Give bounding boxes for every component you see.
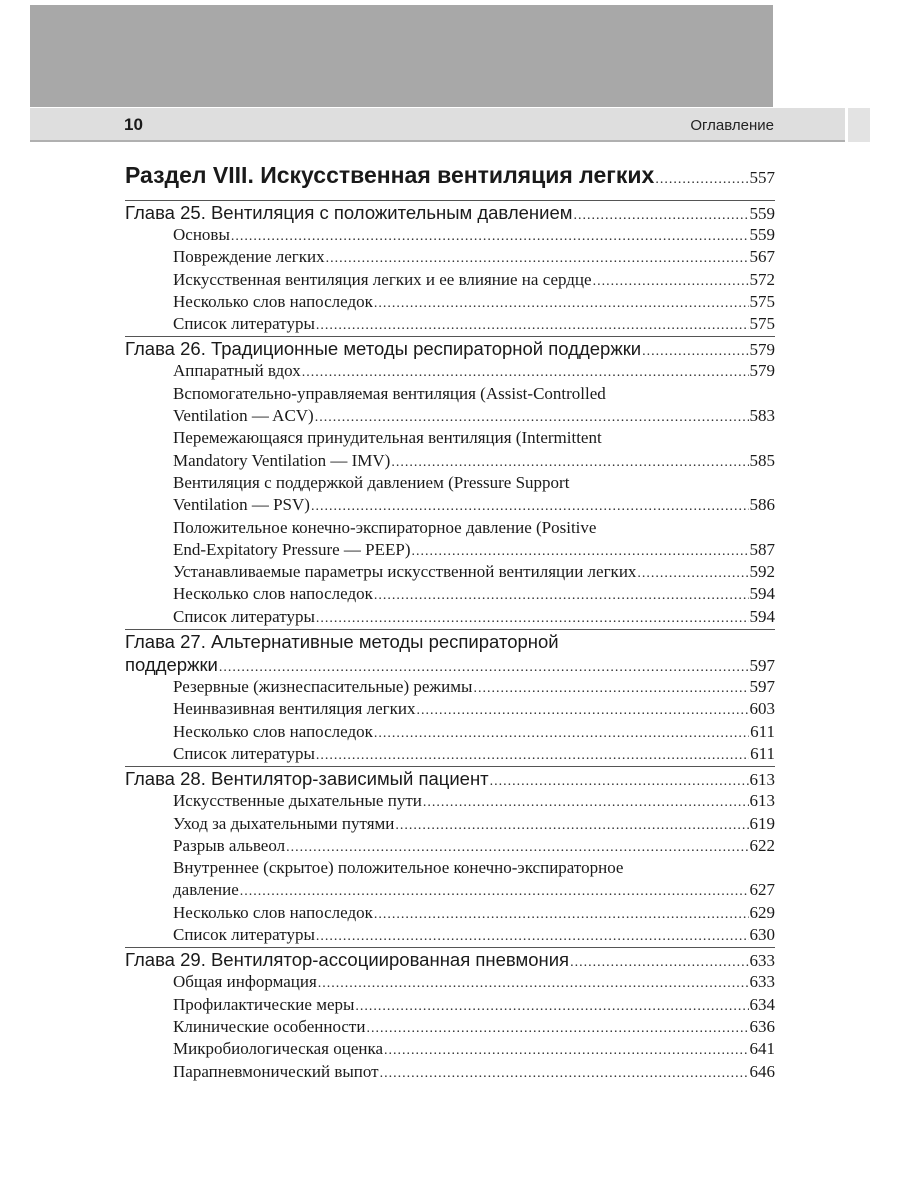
toc-entry-row-title: Профилактические меры (173, 994, 355, 1014)
toc-entry-row-first-line[interactable] (125, 428, 775, 450)
toc-entry-row-page: 586 (749, 495, 775, 515)
toc-entry-row[interactable] (125, 292, 775, 314)
toc-entry-row-page: 629 (749, 902, 775, 922)
toc-part-row[interactable] (125, 162, 775, 200)
dot-leader (326, 251, 749, 267)
toc-chapter-row-title: Глава 29. Вентилятор-ассоциированная пневмония (125, 949, 570, 971)
toc-entry-row-page: 597 (749, 677, 775, 697)
dot-leader (384, 1043, 748, 1059)
toc-entry-row-title-line1: Перемежающаяся принудительная вентиляция (Intermittent (173, 428, 602, 448)
toc-entry-row-page: 622 (749, 835, 775, 855)
toc-entry-row-page: 575 (749, 314, 775, 334)
dot-leader (490, 774, 749, 790)
toc-entry-row[interactable] (125, 270, 775, 292)
toc-entry-row-page: 641 (749, 1039, 775, 1059)
dot-leader (311, 499, 749, 515)
toc-entry-row-title: Ventilation — ACV) (173, 406, 314, 426)
toc-entry-row[interactable] (125, 361, 775, 383)
dot-leader (315, 410, 749, 426)
toc-entry-row[interactable] (125, 814, 775, 836)
dot-leader (637, 566, 748, 582)
toc-entry-row-page: 594 (749, 606, 775, 626)
toc-chapter-row[interactable] (125, 949, 775, 972)
toc-entry-row[interactable] (125, 562, 775, 584)
toc-entry-row[interactable] (125, 607, 775, 629)
toc-entry-row-title: Разрыв альвеол (173, 835, 286, 855)
toc-entry-row-title: Устанавливаемые параметры искусственной вентиляции легких (173, 562, 637, 582)
dot-leader (219, 660, 749, 676)
toc-entry-row[interactable] (125, 314, 775, 336)
dot-leader (642, 344, 748, 360)
dot-leader (416, 703, 748, 719)
toc-entry-row-title-line1: Вентиляция с поддержкой давлением (Pressure Support (173, 472, 570, 492)
toc-entry-row-title: Список литературы (173, 314, 315, 334)
top-gray-band (30, 5, 773, 107)
toc-entry-row-page: 567 (749, 247, 775, 267)
toc-entry-row-title: End-Expitatory Pressure — PEEP) (173, 539, 411, 559)
toc-entry-row[interactable] (125, 995, 775, 1017)
toc-entry-row-page: 572 (749, 269, 775, 289)
dot-leader (374, 588, 749, 604)
toc-entry-row-first-line[interactable] (125, 384, 775, 406)
dot-leader (316, 929, 749, 945)
toc-entry-row[interactable] (125, 722, 775, 744)
dot-leader (231, 229, 749, 245)
dot-leader (395, 818, 748, 834)
toc-entry-row-title: Искусственная вентиляция легких и ее влияние на сердце (173, 269, 592, 289)
toc-entry-row-title: Аппаратный вдох (173, 361, 301, 381)
toc-entry-row-page: 613 (749, 791, 775, 811)
toc-chapter-row-first-line[interactable] (125, 631, 775, 654)
toc-entry-row-page: 636 (749, 1016, 775, 1036)
toc-chapter-row-page: 597 (749, 656, 775, 676)
toc-entry-row-page: 559 (749, 225, 775, 244)
toc-entry-row-page: 585 (749, 450, 775, 470)
toc-entry-row[interactable] (125, 677, 775, 699)
dot-leader (302, 365, 749, 381)
toc-entry-row-title: давление (173, 880, 239, 900)
toc-entry-row[interactable] (125, 972, 775, 994)
toc-entry-row-title: Искусственные дыхательные пути (173, 791, 422, 811)
table-of-contents (125, 162, 775, 1084)
toc-entry-row-page: 611 (750, 721, 775, 741)
dot-leader (391, 455, 748, 471)
toc-entry-row[interactable] (125, 540, 775, 562)
dot-leader (240, 884, 749, 900)
toc-entry-row[interactable] (125, 451, 775, 473)
toc-chapter-row[interactable] (125, 338, 775, 361)
dot-leader (573, 208, 748, 224)
toc-entry-row-page: 579 (749, 361, 775, 381)
toc-chapter-row[interactable] (125, 202, 775, 225)
toc-entry-row-title: Список литературы (173, 606, 315, 626)
toc-entry-row-title: Микробиологическая оценка (173, 1039, 384, 1059)
dot-leader (316, 318, 749, 334)
toc-entry-row[interactable] (125, 699, 775, 721)
toc-chapter-row-title: Глава 28. Вентилятор-зависимый пациент (125, 768, 489, 790)
dot-leader (316, 748, 749, 764)
toc-chapter-row-title: Глава 26. Традиционные методы респираторной поддержки (125, 338, 642, 360)
toc-entry-row-title: Общая информация (173, 972, 317, 992)
toc-entry-row-page: 587 (749, 539, 775, 559)
chapter-block (125, 336, 775, 629)
toc-chapter-row-title-line1: Глава 27. Альтернативные методы респираторной (125, 631, 559, 653)
toc-entry-row-first-line[interactable] (125, 473, 775, 495)
toc-entry-row[interactable] (125, 925, 775, 947)
toc-entry-row-title: Несколько слов напоследок (173, 291, 373, 311)
toc-entry-row-title: Неинвазивная вентиляция легких (173, 699, 416, 719)
toc-entry-row-page: 627 (749, 880, 775, 900)
toc-entry-row-title: Список литературы (173, 743, 315, 763)
toc-entry-row-page: 633 (749, 972, 775, 992)
toc-entry-row[interactable] (125, 247, 775, 269)
part-title: Раздел VIII. Искусственная вентиляция легких (125, 162, 655, 188)
dot-leader (473, 681, 748, 697)
toc-entry-row[interactable] (125, 836, 775, 858)
dot-leader (316, 611, 749, 627)
chapter-block (125, 629, 775, 766)
chapter-block (125, 200, 775, 336)
dot-leader (286, 840, 748, 856)
toc-entry-row-page: 634 (749, 994, 775, 1014)
toc-chapter-row-page: 579 (749, 340, 775, 360)
toc-entry-row-page: 611 (750, 743, 775, 763)
toc-entry-row-title: Список литературы (173, 925, 315, 945)
toc-entry-row-page: 646 (749, 1061, 775, 1081)
toc-entry-row[interactable] (125, 225, 775, 247)
toc-entry-row-title: Несколько слов напоследок (173, 902, 373, 922)
toc-chapter-row-page: 613 (749, 770, 775, 790)
page-number: 10 (124, 115, 143, 134)
chapter-block (125, 947, 775, 1083)
toc-entry-row-title-line1: Положительное конечно-экспираторное давление (Positive (173, 517, 597, 537)
toc-chapter-row-page: 633 (749, 951, 775, 971)
chapter-block (125, 766, 775, 947)
dot-leader (655, 172, 748, 188)
header-edge-tab (848, 108, 870, 142)
toc-entry-row[interactable] (125, 744, 775, 766)
toc-entry-row-title: Парапневмонический выпот (173, 1061, 379, 1081)
dot-leader (570, 955, 748, 971)
toc-chapter-row[interactable] (125, 654, 775, 677)
toc-entry-row-title: Резервные (жизнеспасительные) режимы (173, 677, 473, 697)
toc-entry-row-title: Mandatory Ventilation — IMV) (173, 450, 391, 470)
dot-leader (374, 726, 749, 742)
dot-leader (412, 544, 749, 560)
dot-leader (318, 976, 749, 992)
toc-entry-row-title: Основы (173, 225, 230, 244)
toc-entry-row-first-line[interactable] (125, 518, 775, 540)
toc-entry-row-first-line[interactable] (125, 858, 775, 880)
toc-chapter-row-title: Глава 25. Вентиляция с положительным давлением (125, 202, 573, 223)
toc-entry-row-title: Уход за дыхательными путями (173, 813, 395, 833)
dot-leader (374, 296, 749, 312)
toc-entry-row-page: 619 (749, 813, 775, 833)
toc-entry-row-title: Несколько слов напоследок (173, 584, 373, 604)
toc-entry-row-title: Клинические особенности (173, 1016, 366, 1036)
toc-entry-row-page: 630 (749, 925, 775, 945)
toc-entry-row-page: 592 (749, 562, 775, 582)
toc-entry-row-title-line1: Внутреннее (скрытое) положительное конечно-экспираторное (173, 858, 624, 878)
toc-entry-row-title-line1: Вспомогательно-управляемая вентиляция (Assist-Controlled (173, 383, 606, 403)
toc-entry-row[interactable] (125, 406, 775, 428)
toc-entry-row-page: 603 (749, 699, 775, 719)
dot-leader (593, 274, 749, 290)
toc-entry-row-page: 575 (749, 291, 775, 311)
toc-entry-row[interactable] (125, 495, 775, 517)
toc-entry-row-page: 583 (749, 406, 775, 426)
dot-leader (366, 1021, 748, 1037)
toc-chapter-row-page: 559 (749, 204, 775, 223)
toc-chapter-row[interactable] (125, 768, 775, 791)
toc-entry-row[interactable] (125, 791, 775, 813)
toc-entry-row[interactable] (125, 584, 775, 606)
toc-chapter-row-title: поддержки (125, 654, 218, 676)
toc-entry-row[interactable] (125, 1062, 775, 1084)
dot-leader (423, 795, 749, 811)
running-header-title: Оглавление (690, 117, 774, 134)
dot-leader (355, 999, 748, 1015)
dot-leader (374, 907, 749, 923)
toc-entry-row[interactable] (125, 1039, 775, 1061)
chapter-list (125, 200, 775, 1084)
toc-entry-row-title: Несколько слов напоследок (173, 721, 373, 741)
toc-entry-row[interactable] (125, 1017, 775, 1039)
toc-entry-row-title: Повреждение легких (173, 247, 325, 267)
toc-entry-row[interactable] (125, 880, 775, 902)
toc-entry-row-page: 594 (749, 584, 775, 604)
toc-entry-row[interactable] (125, 903, 775, 925)
toc-entry-row-title: Ventilation — PSV) (173, 495, 310, 515)
dot-leader (380, 1066, 749, 1082)
part-page: 557 (749, 168, 775, 187)
